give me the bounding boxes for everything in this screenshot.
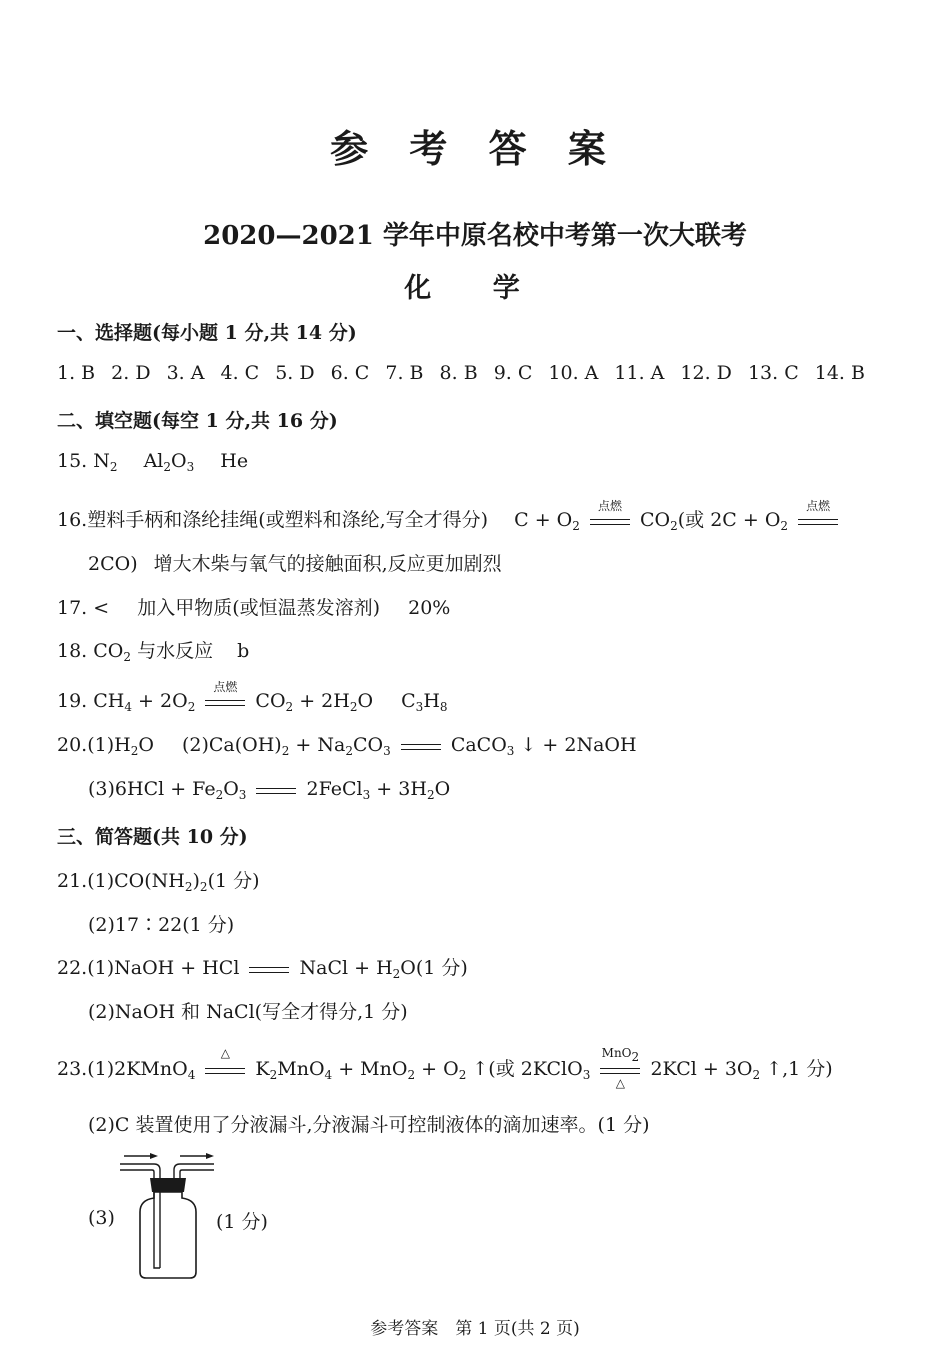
reaction-arrow: △: [205, 1060, 245, 1080]
choice-answer: 8. B: [439, 362, 478, 384]
exam-subtitle: 2020—2021 学年中原名校中考第一次大联考: [203, 221, 747, 251]
answer-q19: 19. $CH_4 + 2O_2$ 点燃 $CO_2 + 2H_2O$ $C_3H_8$: [57, 680, 448, 714]
answer-q16-cont: 2CO) 增大木柴与氧气的接触面积,反应更加剧烈: [88, 553, 502, 575]
choice-answer: 6. C: [330, 362, 370, 384]
choice-answer: 5. D: [275, 362, 315, 384]
section-heading-short: 三、简答题(共 10 分): [57, 826, 248, 848]
reaction-arrow: [249, 959, 289, 979]
answer-q22-part2: (2)NaOH 和 NaCl(写全才得分,1 分): [88, 1001, 408, 1023]
answer-q16: 16.塑料手柄和涤纶挂绳(或塑料和涤纶,写全才得分) $C + O_2$ 点燃 $CO_2$(或 $2C + O_2$ 点燃: [57, 505, 842, 532]
page-footer: 参考答案 第 1 页(共 2 页): [370, 1319, 580, 1339]
section-heading-fill: 二、填空题(每空 1 分,共 16 分): [57, 410, 338, 432]
choice-answer: 13. C: [747, 362, 799, 384]
choice-answer: 11. A: [614, 362, 665, 384]
section-heading-choice: 一、选择题(每小题 1 分,共 14 分): [57, 322, 357, 344]
flow-arrow-in-head: [150, 1153, 158, 1159]
choice-answer: 1. B: [57, 362, 96, 384]
bottle-body: [140, 1192, 196, 1278]
reaction-arrow: 点燃: [205, 692, 245, 712]
choice-answer: 7. B: [385, 362, 424, 384]
answer-q23-part2: (2)C 装置使用了分液漏斗,分液漏斗可控制液体的滴加速率。(1 分): [88, 1114, 650, 1136]
answer-q23: 23.(1)2KMnO$_4$ △ $K_2MnO_4 + MnO_2 + O_2$ ↑(或 2KClO$_3$ MnO$_2$ △ $2KCl + 3O_2$ ↑,1 分): [57, 1046, 833, 1090]
answer-q20-part3: $(3)6HCl + Fe_2O_3$ 2FeCl$_3$ + $3H_2O$: [88, 778, 451, 802]
answer-q21: $21.(1)CO(NH_2)_2(1$ 分): [57, 870, 260, 894]
subject-title: 化 学: [404, 273, 546, 304]
choice-answers: [57, 362, 865, 384]
choice-answer: 14. B: [814, 362, 865, 384]
choice-answer: 2. D: [111, 362, 151, 384]
answer-q17: 17. < 加入甲物质(或恒温蒸发溶剂) 20%: [57, 597, 451, 619]
reaction-arrow: [256, 780, 296, 800]
answer-q18: 18. $CO_2$ 与水反应 b: [57, 640, 250, 664]
choice-answer: 4. C: [220, 362, 260, 384]
answer-q22: 22.(1)NaOH + HCl NaCl + $H_2O(1$ 分): [57, 957, 468, 981]
reaction-arrow: 点燃: [590, 511, 630, 531]
gas-washing-bottle-diagram: [118, 1150, 218, 1282]
reaction-arrow: [401, 736, 441, 756]
flow-arrow-out-head: [206, 1153, 214, 1159]
reaction-arrow: 点燃: [798, 511, 838, 531]
page-title: 参 考 答 案: [330, 126, 620, 171]
choice-answer: 9. C: [493, 362, 533, 384]
choice-answer: 10. A: [548, 362, 599, 384]
answer-q23-part3-label: (3): [88, 1207, 115, 1229]
answer-q20: $20.(1)H_2O$ $(2)Ca(OH)_2 + Na_2CO_3$ CaCO$_3$ ↓ + 2NaOH: [57, 734, 637, 758]
answer-q23-part3-score: (1 分): [216, 1211, 268, 1233]
answer-q15: 15. $N_2$ $Al_2O_3$ He: [57, 450, 249, 474]
choice-answer: 12. D: [680, 362, 732, 384]
rubber-stopper: [150, 1178, 186, 1192]
reaction-arrow: MnO$_2$ △: [601, 1046, 640, 1090]
answer-q21-part2: (2)17∶22(1 分): [88, 914, 235, 936]
choice-answer: 3. A: [166, 362, 205, 384]
